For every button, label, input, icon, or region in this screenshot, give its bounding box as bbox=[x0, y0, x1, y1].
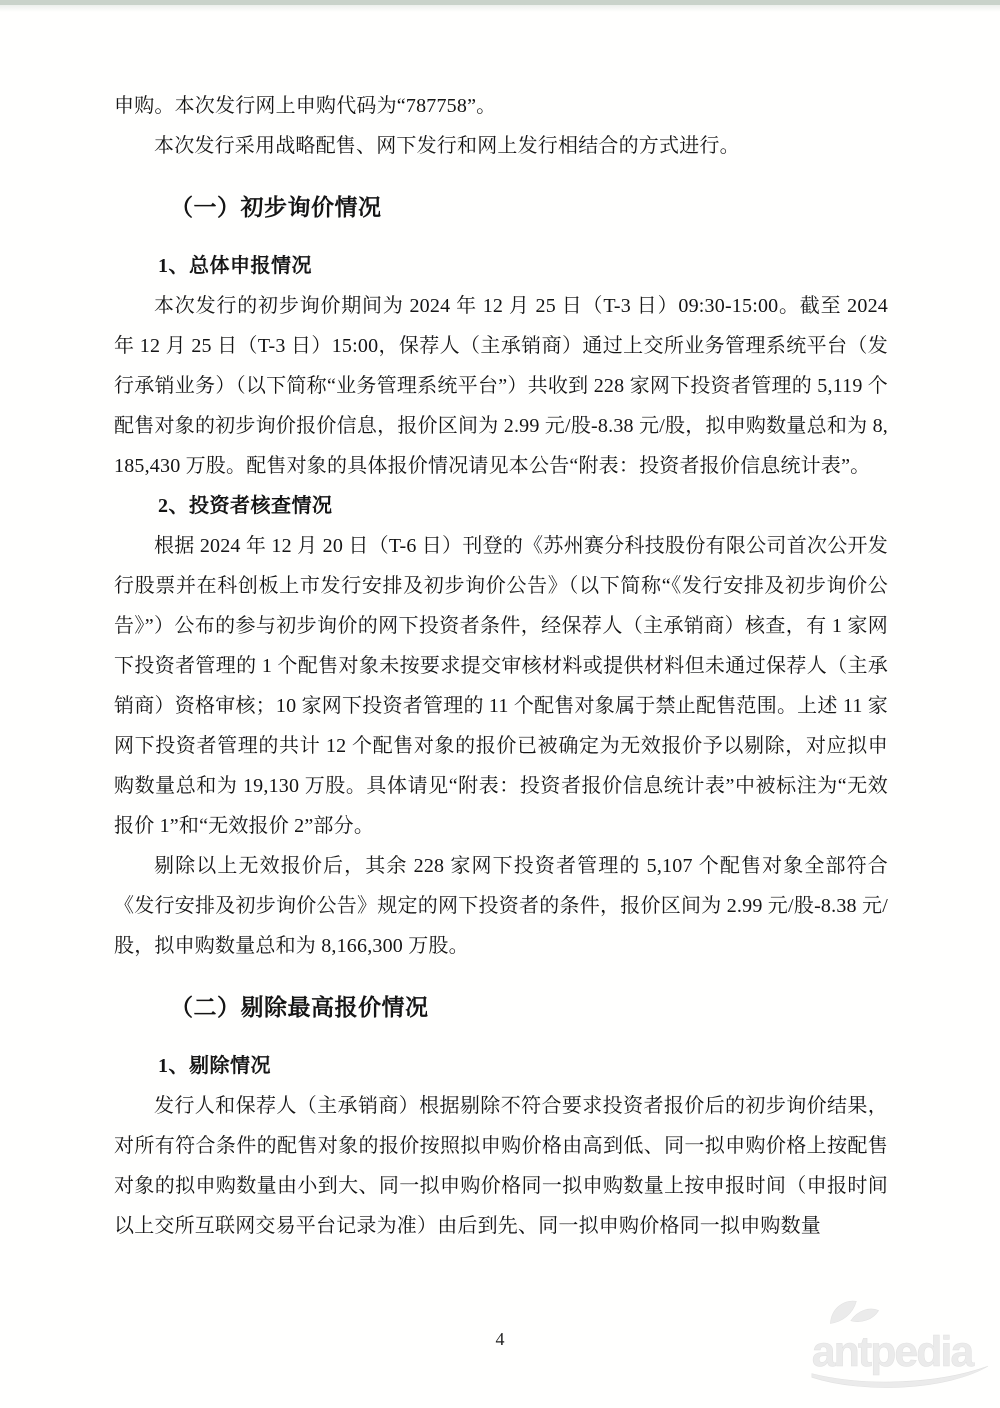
subheading-investor-verification: 2、投资者核查情况 bbox=[158, 495, 333, 517]
watermark-text: antpedia bbox=[811, 1328, 973, 1377]
paragraph-overall-declaration: 本次发行的初步询价期间为 2024 年 12 月 25 日（T-3 日）09:30-15:00。截至 2024 年 12 月 25 日（T-3 日）15:00，保荐人（主承销商）通过上交所业务管理系统平台（发行承销业务）（以下简称“业务管理系统平台”）共收到 228 家网下投资者管理的 5,119 个配售对象的初步询价报价信息，报价区间为 2.99 元/股-8.38 元/股，拟申购数量总和为 8,185,430 万股。配售对象的具体报价情况请见本公告“附表：投资者报价信息统计表”。 bbox=[114, 295, 888, 477]
page-number: 4 bbox=[495, 1329, 505, 1349]
watermark-leaf-icon bbox=[851, 1309, 879, 1322]
paragraph-offering-method: 本次发行采用战略配售、网下发行和网上发行相结合的方式进行。 bbox=[154, 135, 740, 157]
paragraph-removal-situation: 发行人和保荐人（主承销商）根据剔除不符合要求投资者报价后的初步询价结果，对所有符合条件的配售对象的报价按照拟申购价格由高到低、同一拟申购价格上按配售对象的拟申购数量由小到大、同一拟申购价格同一拟申购数量上按申报时间（申报时间以上交所互联网交易平台记录为准）由后到先、同一拟申购价格同一拟申购数量 bbox=[114, 1095, 888, 1237]
subheading-removal-situation: 1、剔除情况 bbox=[158, 1055, 271, 1077]
paragraph-online-subscription-code: 申购。本次发行网上申购代码为“787758”。 bbox=[114, 95, 497, 117]
paragraph-investor-verification: 根据 2024 年 12 月 20 日（T-6 日）刊登的《苏州赛分科技股份有限公司首次公开发行股票并在科创板上市发行安排及初步询价公告》（以下简称“《发行安排及初步询价公告》”）公布的参与初步询价的网下投资者条件，经保荐人（主承销商）核查，有 1 家网下投资者管理的 1 个配售对象未按要求提交审核材料或提供材料但未通过保荐人（主承销商）资格审核；10 家网下投资者管理的 11 个配售对象属于禁止配售范围。上述 11 家网下投资者管理的共计 12 个配售对象的报价已被确定为无效报价予以剔除，对应拟申购数量总和为 19,130 万股。具体请见“附表：投资者报价信息统计表”中被标注为“无效报价 1”和“无效报价 2”部分。 bbox=[114, 535, 888, 837]
paragraph-after-invalid-removal: 剔除以上无效报价后，其余 228 家网下投资者管理的 5,107 个配售对象全部符合《发行安排及初步询价公告》规定的网下投资者的条件，报价区间为 2.99 元/股-8.38 元/股，拟申购数量总和为 8,166,300 万股。 bbox=[114, 855, 888, 957]
subheading-overall-declaration: 1、总体申报情况 bbox=[158, 255, 312, 277]
section-heading-preliminary-inquiry: （一）初步询价情况 bbox=[170, 195, 382, 220]
antpedia-watermark-icon bbox=[806, 1292, 992, 1394]
section-heading-highest-price-removal: （二）剔除最高报价情况 bbox=[170, 995, 429, 1020]
